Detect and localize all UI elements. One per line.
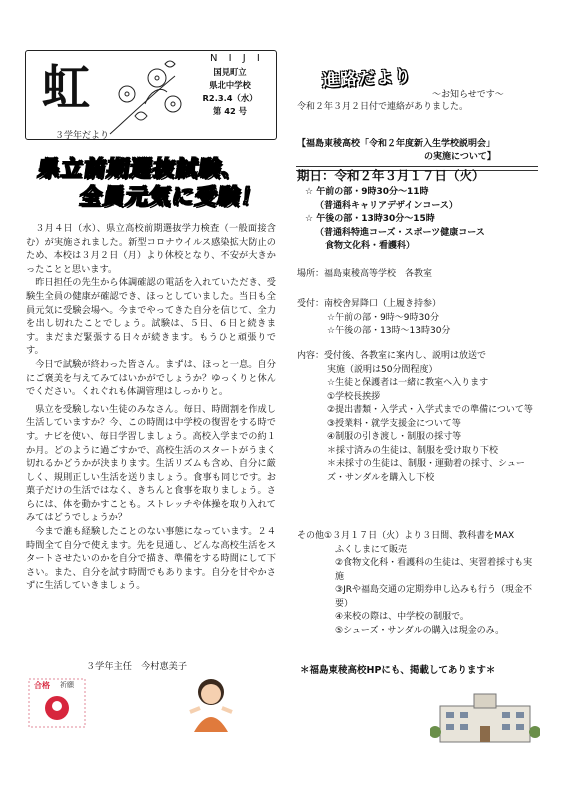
left-headline xyxy=(28,150,273,210)
session-line: 食物文化科・看護科） xyxy=(325,241,416,251)
article-paragraph: ３月４日（水）、県立高校前期選抜学力検査（一般面接含む）が実施されました。新型コロナウイルス感染拡大防止のため、本校は３月２日（月）より休校となり、不安が大きかったことと思います。 xyxy=(26,223,276,275)
session-list xyxy=(305,186,540,254)
content-line: ＊採寸済みの生徒は、制服を受け取り下校 xyxy=(327,445,499,456)
headline-line-1: 県立前期選抜試験、 xyxy=(35,157,247,182)
issue-number: 第 42 号 xyxy=(213,106,247,116)
cherry-blossom-icon xyxy=(105,56,190,136)
content-block xyxy=(297,350,539,485)
content-line: ②提出書類・入学式・入学式までの準備について等 xyxy=(327,405,533,415)
article-paragraph: 今日で試験が終わった皆さん。まずは、ほっと一息。自分にご褒美を与えてみてはいかがでしょうか？ゆっくりと休んでください。くれぐれも体調管理はしっかりと。 xyxy=(26,358,276,398)
reception-line: 受付：南校舎昇降口（上履き持参） xyxy=(297,299,442,309)
career-news-subheading: ～お知らせです～ xyxy=(432,90,504,100)
article-paragraph: 県立を受験しない生徒のみなさん。毎日、時間割を作成し生活していますか？今、この時間は中学校の復習をする時です。ナビを使い、毎日学習しましょう。高校入学までの約１か月。どのように過ごすかで、高校生活のスタートがうまく切れるかどうかが決まります。生活リズムも含め、自分に厳しく、規則正しい生活を送りましょう。食事も同じです。お菓子だけの生活ではなく、きちんと食事を取りましょう。さらには、体を動かすことも。ストレッチや体操を取り入れてみてはどうでしょうか？ xyxy=(26,403,276,524)
content-line: ④制服の引き渡し・制服の採寸等 xyxy=(327,432,462,442)
masthead-subtitle: ３学年だより xyxy=(55,131,110,141)
school-city: 国見町立 xyxy=(213,67,247,77)
signature: ３学年主任 今村恵美子 xyxy=(86,661,188,672)
other-line: ②食物文化科・看護科の生徒は、実習着採寸も実施 xyxy=(335,558,533,582)
other-line: その他①３月１７日（火）より３日間、教科書をMAX xyxy=(297,531,515,541)
content-line: ③授業料・就学支援金について等 xyxy=(327,418,461,429)
masthead-romaji: N I J I xyxy=(210,53,264,64)
other-line: ③JRや福島交通の定期券申し込みも行う（現金不要） xyxy=(335,585,532,609)
other-line: ⑤シューズ・サンダルの購入は現金のみ。 xyxy=(335,625,505,636)
career-news-heading: 進路だより xyxy=(321,66,413,92)
issue-date: R2.3.4（水） xyxy=(202,93,258,103)
school-name: 県北中学校 xyxy=(209,80,251,90)
session-line: （普通科キャリアデザインコース） xyxy=(315,200,458,211)
event-title-2: の実施について】 xyxy=(424,152,496,162)
reception-block xyxy=(297,298,537,339)
content-line: 内容：受付後、各教室に案内し、説明は放送で xyxy=(297,351,487,361)
content-line: ①学校長挨拶 xyxy=(327,391,381,402)
student-girl-icon xyxy=(180,672,242,734)
session-line: ☆ 午前の部・9時30分～11時 xyxy=(305,187,429,197)
school-building-icon xyxy=(430,688,540,746)
masthead-title: 虹 xyxy=(42,60,91,116)
daruma-sub: 祈願 xyxy=(60,681,74,689)
footer-note: ＊福島東稜高校HPにも、掲載してあります＊ xyxy=(300,665,496,676)
session-line: ☆ 午後の部・13時30分～15時 xyxy=(305,214,435,224)
other-line: ④来校の際は、中学校の制服で。 xyxy=(335,612,469,622)
other-line: ふくしまにて販売 xyxy=(335,544,408,555)
reception-line: ☆午後の部・13時～13時30分 xyxy=(327,326,451,336)
daruma-label: 合格 xyxy=(34,681,50,690)
intro-text: 令和２年３月２日付で連絡がありました。 xyxy=(297,102,469,112)
content-line: ＊未採寸の生徒は、制服・運動着の採寸、シューズ・サンダルを購入し下校 xyxy=(327,459,525,483)
article-paragraph: 昨日担任の先生から体調確認の電話を入れていただき、受験生全員の健康が確認でき、ほっとしていました。当日も全員元気に受験会場へ。今までやってきた自分を信じて、全力を出し切れたことでしょう。試験は、５日、６日と続きます。まだまだ緊張する日々が続きます。もうひと頑張りです。 xyxy=(26,277,276,357)
reception-line: ☆午前の部・9時～9時30分 xyxy=(327,312,439,323)
school-info xyxy=(192,66,268,118)
content-line: ☆生徒と保護者は一緒に教室へ入ります xyxy=(327,378,489,388)
headline-line-2: 全員元気に受験！ xyxy=(77,185,266,210)
event-place: 場所：福島東稜高等学校 各教室 xyxy=(297,269,433,279)
session-line: （普通科特進コーズ・スポーツ健康コース xyxy=(315,227,485,238)
event-title-1: 【福島東稜高校「令和２年度新入生学校説明会」 xyxy=(297,139,496,149)
left-article xyxy=(26,222,276,593)
other-block xyxy=(297,530,539,638)
content-line: 実施（説明は50分間程度） xyxy=(327,364,438,375)
event-date: 期日：令和２年３月１７日（火） xyxy=(297,168,485,183)
article-paragraph: 今まで誰も経験したことのない事態になっています。２４時間全て自分で使えます。先を見通し、どんな高校生活をスタートさせたいのかを自分で描き、準備をする時間にして下さい。また、自分を試す時間でもあります。自分を甘やかさずに生活していきましょう。 xyxy=(26,526,276,592)
